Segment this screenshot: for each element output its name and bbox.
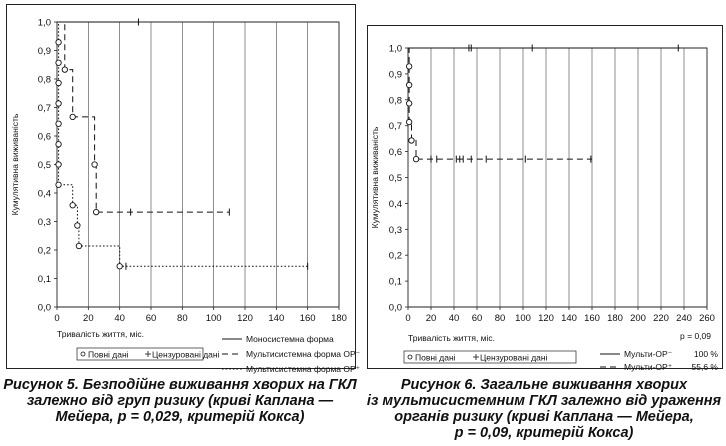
event-marker: [56, 121, 61, 126]
event-marker: [409, 138, 414, 143]
series-legend-label: Моносистемна форма: [246, 334, 334, 344]
y-tick-label: 0,7: [37, 103, 51, 114]
x-tick-label: 20: [83, 313, 94, 324]
y-tick-label: 0,0: [388, 302, 402, 314]
x-tick-label: 260: [699, 313, 715, 324]
x-tick-label: 120: [538, 313, 554, 324]
y-tick-label: 0,6: [388, 147, 402, 159]
y-axis-title: Кумулятивна виживаність: [10, 113, 20, 216]
y-tick-label: 0,5: [37, 160, 51, 171]
event-marker: [70, 203, 75, 208]
event-marker: [56, 60, 61, 65]
x-tick-label: 240: [676, 313, 692, 324]
event-marker: [117, 264, 122, 269]
caption-line: Рисунок 5. Безподійне виживання хворих на ГКЛ: [3, 377, 357, 393]
y-tick-label: 0,0: [37, 302, 51, 314]
series-legend-label: Мультисистемна форма ОР⁺: [246, 364, 361, 374]
y-tick-label: 0,2: [37, 245, 51, 257]
x-tick-label: 20: [425, 313, 437, 324]
caption-line: р = 0,09, критерій Кокса): [454, 425, 634, 441]
y-tick-label: 0,9: [37, 46, 51, 57]
p-value: p = 0,09: [680, 331, 711, 341]
x-tick-label: 0: [405, 313, 411, 324]
x-tick-label: 160: [584, 313, 600, 324]
series-dashed: [57, 22, 229, 216]
event-marker: [92, 162, 97, 167]
legend-censored-label: Цензуровані дані: [152, 349, 220, 360]
y-tick-label: 0,7: [388, 121, 402, 133]
y-axis: [389, 44, 408, 314]
event-marker: [406, 101, 411, 106]
event-marker: [76, 243, 81, 248]
y-axis: [38, 18, 57, 314]
event-marker: [70, 114, 75, 119]
x-tick-label: 40: [448, 313, 460, 324]
marker-legend: [77, 348, 220, 360]
x-tick-label: 60: [145, 313, 157, 324]
legend-complete-label: Повні дані: [88, 349, 129, 360]
series-legend-value: 55,6 %: [691, 362, 718, 372]
legend-complete-label: Повні дані: [415, 352, 456, 363]
x-axis-title: Тривалість життя, міс.: [57, 329, 145, 339]
x-axis-title: Тривалість життя, міс.: [408, 333, 496, 343]
x-tick-label: 220: [653, 313, 669, 324]
series-legend: [222, 334, 361, 374]
figure-caption-left: [0, 377, 360, 425]
event-marker: [56, 40, 61, 45]
caption-line: із мультисистемним ГКЛ залежно від ураження: [366, 393, 722, 409]
series-solid: [57, 19, 139, 26]
x-tick-label: 180: [607, 313, 623, 324]
x-tick-label: 180: [331, 313, 347, 324]
caption-line: органів ризику (криві Каплана — Мейера,: [394, 409, 694, 425]
x-tick-label: 160: [299, 313, 316, 324]
y-tick-label: 0,8: [37, 74, 51, 86]
marker-legend: [404, 351, 576, 363]
x-tick-label: 80: [177, 313, 188, 324]
x-tick-label: 60: [471, 313, 483, 324]
km-chart-left: [7, 5, 361, 374]
x-axis: [405, 48, 715, 324]
x-tick-label: 40: [114, 313, 125, 324]
caption-line: Мейера, р = 0,029, критерій Кокса): [55, 409, 305, 425]
caption-line: залежно від груп ризику (криві Каплана —: [26, 393, 334, 409]
x-tick-label: 140: [268, 313, 285, 324]
event-marker: [56, 182, 61, 187]
y-tick-label: 0,4: [37, 188, 51, 200]
event-marker-sample: [408, 355, 412, 359]
event-marker: [406, 64, 411, 69]
y-tick-label: 0,1: [388, 276, 402, 288]
y-tick-label: 1,0: [37, 17, 51, 29]
y-tick-label: 0,1: [37, 274, 51, 285]
series-solid: [408, 45, 681, 52]
caption-line: Рисунок 6. Загальне виживання хворих: [400, 377, 688, 393]
chart-panel-left: [6, 4, 361, 374]
event-marker: [62, 67, 67, 72]
y-axis-title: Кумулятивна виживаність: [370, 126, 380, 229]
x-tick-label: 100: [515, 313, 531, 324]
y-tick-label: 0,3: [388, 224, 402, 236]
legend-censored-label: Цензуровані дані: [480, 352, 548, 363]
x-tick-label: 120: [237, 313, 253, 324]
series-dashed: [406, 48, 592, 163]
series-legend-value: 100 %: [693, 349, 718, 359]
series-legend-label: Мультисистемна форма ОР⁻: [246, 349, 361, 359]
x-tick-label: 200: [630, 313, 646, 324]
event-marker: [56, 162, 61, 167]
x-axis: [54, 22, 347, 324]
series-legend-label: Мульти-ОР⁺: [624, 362, 673, 372]
event-marker: [413, 156, 418, 161]
event-marker: [406, 82, 411, 87]
series-dotted: [56, 22, 308, 270]
x-tick-label: 80: [494, 313, 506, 324]
y-tick-label: 0,2: [388, 250, 402, 262]
event-marker: [75, 223, 80, 228]
x-tick-label: 0: [54, 313, 60, 324]
series-legend: [600, 349, 718, 372]
event-marker: [56, 142, 61, 147]
y-tick-label: 0,6: [37, 131, 51, 143]
chart-panel-right: [367, 25, 723, 372]
plot-frame: [408, 48, 707, 307]
y-tick-label: 0,3: [37, 217, 51, 228]
plot-frame: [57, 22, 339, 307]
figure-caption-right: [362, 377, 726, 441]
y-tick-label: 0,5: [388, 173, 402, 184]
event-marker: [56, 101, 61, 106]
event-marker: [93, 209, 98, 214]
event-marker: [406, 119, 411, 124]
y-tick-label: 0,8: [388, 95, 402, 107]
x-tick-label: 100: [205, 313, 222, 324]
x-tick-label: 140: [561, 313, 577, 324]
km-chart-right: [368, 26, 722, 372]
y-tick-label: 0,9: [388, 69, 402, 81]
event-marker: [56, 80, 61, 85]
series-legend-label: Мульти-ОР⁻: [624, 349, 673, 359]
y-tick-label: 0,4: [388, 198, 402, 210]
survival-curve-line: [57, 22, 229, 212]
y-tick-label: 1,0: [388, 43, 402, 55]
event-marker-sample: [81, 352, 85, 356]
